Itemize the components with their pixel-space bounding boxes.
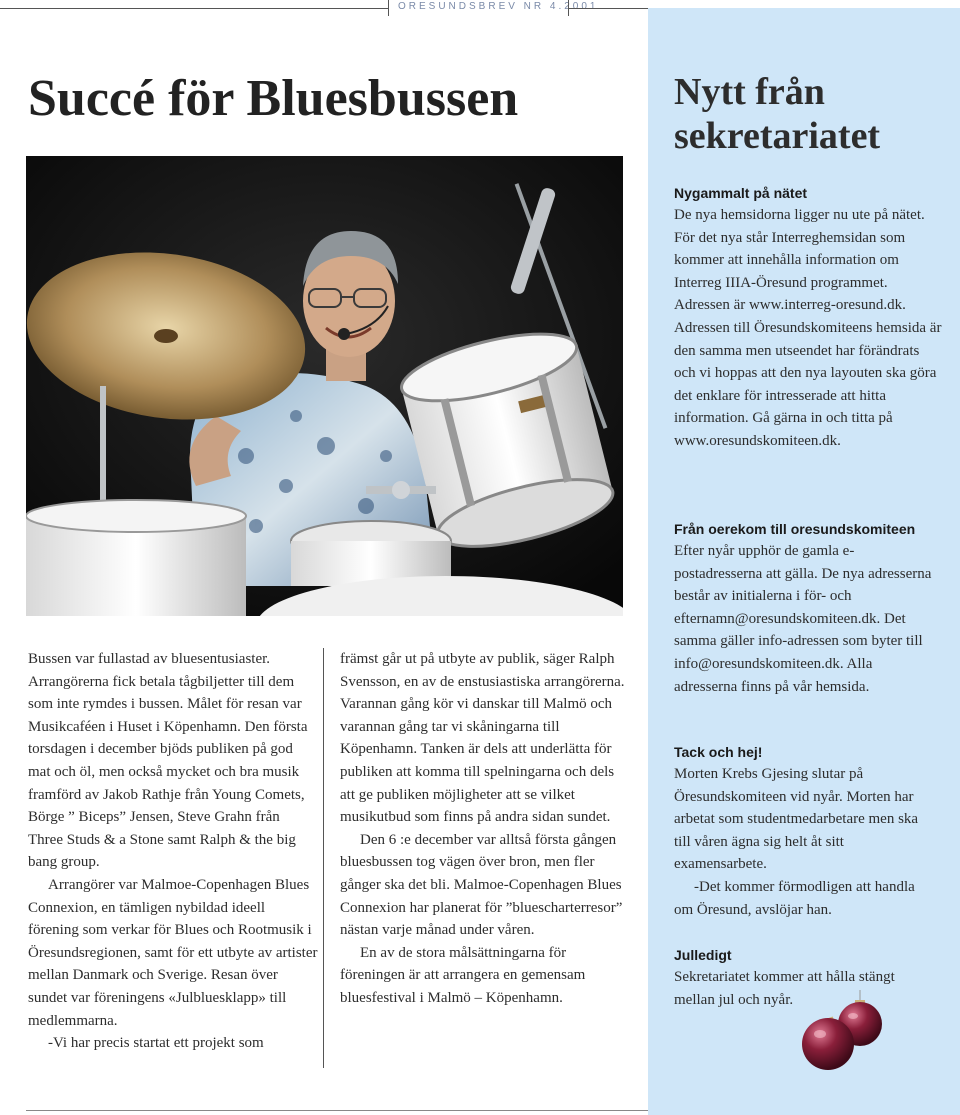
article-column-1: [28, 648, 318, 1055]
sidebar-section-heading: Tack och hej!: [674, 744, 763, 760]
article-paragraph: Arrangörer var Malmoe-Copenhagen Blues Connexion, en tämligen nybildad ideell förening som verkar för Blues och Rootmusik i Öresundsregionen, samt för ett utbyte av artister mellan Danmark och Sverige. Resan över sundet var föreningens «Julbluesklapp» till medlemmarna.: [28, 876, 318, 1029]
running-title: ORESUNDSBREV NR 4.2001: [398, 1, 599, 12]
bottom-rule: [26, 1110, 648, 1111]
article-paragraph: Bussen var fullastad av bluesentusiaster. Arrangörerna fick betala tågbiljetter till dem som inte rymdes i bussen. Målet för resan var Musikcaféen i Huset i Köpenhamn. Den första torsdagen i december bjöds publiken på god mat och öl, men också mycket och bra musik framförd av Jakob Rathje från Young Comets, Börge ” Biceps” Jensen, Steve Grahn från Three Studs & a Stone samt Ralph & the big bang group.: [28, 651, 308, 871]
article-paragraph: En av de stora målsättningarna för föreningen är att arrangera en gemensam bluesfestival i Malmö – Köpenhamn.: [340, 944, 586, 1006]
article-column-2: [340, 648, 630, 1010]
sidebar-section-body: Morten Krebs Gjesing slutar på Öresundskomiteen vid nyår. Morten har arbetat som studentmedarbetare men ska till våren ägna sig helt åt sitt examensarbete.: [674, 766, 919, 873]
column-divider: [323, 648, 324, 1068]
drummer-photo: [26, 156, 623, 616]
header-tick-left: [388, 0, 389, 16]
article-title: Succé för Bluesbussen: [28, 70, 519, 127]
sidebar-section-nygammalt: [674, 182, 944, 453]
sidebar-section-body: De nya hemsidorna ligger nu ute på nätet. För det nya står Interreghemsidan som kommer att innehålla information om Interreg IIIA-Öresund programmet. Adressen är www.interreg-oresund.dk. Adressen till Öresundskomiteens hemsida är den samma men utseendet har förändrats och vi hoppas att den nya layouten ska göra det enklare för intresserade att hitta information. Gå gärna in och titta på www.oresundskomiteen.dk.: [674, 207, 942, 449]
article-paragraph: Den 6 :e december var alltså första gången bluesbussen tog vägen över bron, men fler gånger ska det bli. Malmoe-Copenhagen Blues Connexion har planerat för ”bluescharterresor” nästan varje månad under våren.: [340, 831, 623, 939]
sidebar-section-body: Sekretariatet kommer att hålla stängt mellan jul och nyår.: [674, 969, 895, 1008]
article-paragraph: främst går ut på utbyte av publik, säger Ralph Svensson, en av de enstusiastiska arrangörerna. Varannan gång kör vi danskar till Malmö och varannan gång tar vi skåningarna till Köpenhamn. Tanken är dels att underlätta för publiken att komma till spelningarna och dels att ge publiken möjligheter att se vilket musikutbud som finns på andra sidan sundet.: [340, 651, 625, 826]
sidebar-section-body: -Det kommer förmodligen att handla om Öresund, avslöjar han.: [674, 878, 915, 918]
sidebar-section-heading: Julledigt: [674, 947, 732, 963]
sidebar-title: Nytt från sekretariatet: [674, 71, 881, 157]
header-rule-left: [0, 8, 388, 9]
sidebar-panel: [648, 8, 960, 1115]
sidebar-section-heading: Från oerekom till oresundskomiteen: [674, 521, 916, 537]
sidebar-section-oerekom: [674, 518, 932, 698]
article-paragraph: -Vi har precis startat ett projekt som: [48, 1035, 264, 1052]
sidebar-section-tack: [674, 741, 932, 921]
sidebar-section-body: Efter nyår upphör de gamla e-postadresserna att gälla. De nya adresserna består av initialerna i för- och efternamn@oresundskomiteen.dk. Det samma gäller info-adressen som byter till info@oresundskomiteen.dk. Alla adresserna finns på vår hemsida.: [674, 543, 932, 695]
sidebar-section-heading: Nygammalt på nätet: [674, 185, 808, 201]
header-rule-right: [568, 8, 648, 9]
christmas-ornaments-icon: [798, 988, 898, 1078]
